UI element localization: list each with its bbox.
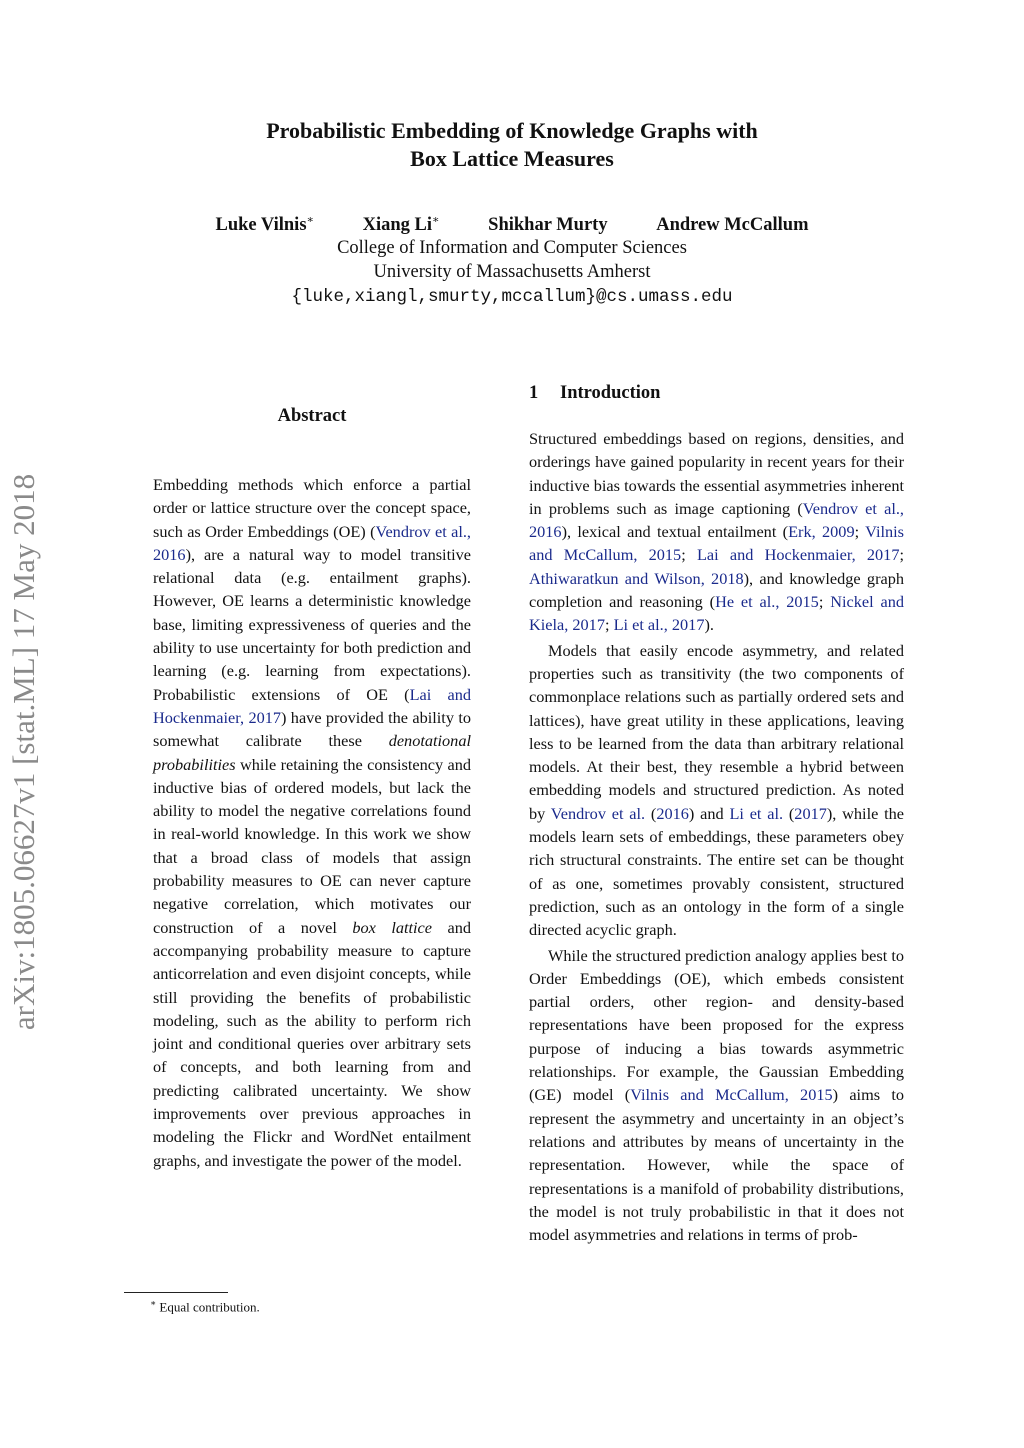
author-luke-vilnis: Luke Vilnis∗: [215, 214, 315, 236]
author-xiang-li: Xiang Li∗: [362, 214, 440, 236]
abstract-body: Embedding methods which enforce a partial order or lattice structure over the concept space, such as Order Embeddings (OE) (Vendrov et al., 2016), are a natural way to model transitive relational data (e.g. entailment graphs). However, OE learns a deterministic knowledge base, limiting expressiveness of queries and the ability to use uncertainty for both prediction and learning (e.g. learning from expectations). Probabilistic extensions of OE (Lai and Hockenmaier, 2017) have provided the ability to somewhat calibrate these denotational probabilities while retaining the consistency and inductive bias of ordered models, but lack the ability to model the negative correlations found in real-world knowledge. In this work we show that a broad class of models that assign probability measures to OE can never capture negative correlation, which motivates our construction of a novel box lattice and accompanying probability measure to capture anticorrelation and even disjoint concepts, while still providing the benefits of probabilistic modeling, such as the ability to perform rich joint and conditional queries over arbitrary sets of concepts, and both learning from and predicting calibrated uncertainty. We show improvements over previous approaches in modeling the Flickr and WordNet entailment graphs, and investigate the power of the model.: [153, 475, 472, 1170]
citation-link[interactable]: Vilnis and McCallum, 2015: [630, 1085, 833, 1105]
citation-link[interactable]: Vilnis and McCallum, 2015: [529, 522, 904, 565]
paper-title-line-2: Box Lattice Measures: [410, 146, 614, 171]
arxiv-identifier-stamp: arXiv:1805.06627v1 [stat.ML] 17 May 2018: [6, 473, 41, 1031]
abstract-heading: Abstract: [277, 406, 347, 426]
citation-link[interactable]: 2017: [794, 803, 827, 823]
footnote-rule: [124, 1292, 228, 1293]
citation-link[interactable]: Lai and Hockenmaier, 2017: [696, 545, 900, 565]
citation-link[interactable]: Vendrov et al.: [550, 803, 646, 823]
citation-link[interactable]: Lai and Hockenmaier, 2017: [153, 684, 471, 727]
citation-link[interactable]: Li et al.: [729, 803, 784, 823]
author-shikhar-murty: Shikhar Murty: [488, 215, 608, 236]
intro-paragraph-3: While the structured prediction analogy applies best to Order Embeddings (OE), which embeds consistent partial orders, other region- and density-based representations have been proposed for the express purpose of inducing a bias towards asymmetric relationships. For example, the Gaussian Embedding (GE) model (Vilnis and McCallum, 2015) aims to represent the asymmetry and uncertainty in an object’s relations and attributes by means of uncertainty in the representation. However, while the space of representations is a manifold of probability distributions, the model is not truly probabilistic in that it does not model asymmetries and relations in terms of prob-: [529, 945, 904, 1245]
footnote: ∗ Equal contribution.: [150, 1298, 260, 1315]
affiliation-college: College of Information and Computer Sciences: [337, 238, 687, 258]
citation-link[interactable]: He et al., 2015: [715, 592, 819, 612]
author-list: [0, 213, 1024, 236]
intro-paragraph-2: Models that easily encode asymmetry, and related properties such as transitivity (the two components of commonplace relations such as partially ordered sets and lattices), have great utility in these applications, leaving less to be learned from the data than arbitrary relational models. At their best, they resemble a hybrid between embedding models and structured prediction. As noted by Vendrov et al. (2016) and Li et al. (2017), while the models learn sets of embeddings, these parameters obey rich structural constraints. The entire set can be thought of as one, sometimes provably consistent, structured prediction, such as an ontology in the form of a single directed acyclic graph.: [529, 640, 905, 940]
citation-link[interactable]: Vendrov et al., 2016: [529, 498, 904, 542]
citation-link[interactable]: Vendrov et al., 2016: [153, 521, 472, 564]
affiliation-university: University of Massachusetts Amherst: [373, 262, 651, 282]
citation-link[interactable]: Li et al., 2017: [613, 615, 705, 635]
citation-link[interactable]: Erk, 2009: [788, 522, 855, 542]
section-heading-introduction: 1 Introduction: [529, 383, 661, 403]
paper-title-line-1: Probabilistic Embedding of Knowledge Graphs with: [266, 118, 758, 143]
introduction-body: [529, 427, 904, 1248]
author-andrew-mccallum: Andrew McCallum: [656, 215, 809, 236]
intro-paragraph-1: Structured embeddings based on regions, densities, and orderings have gained popularity in recent years for their inductive bias towards the essential asymmetries inherent in problems such as image captioning (Vendrov et al., 2016), lexical and textual entailment (Erk, 2009; Vilnis and McCallum, 2015; Lai and Hockenmaier, 2017; Athiwaratkun and Wilson, 2018), and knowledge graph completion and reasoning (He et al., 2015; Nickel and Kiela, 2017; Li et al., 2017).: [529, 429, 904, 635]
citation-link[interactable]: Nickel and Kiela, 2017: [529, 592, 904, 635]
citation-link[interactable]: Athiwaratkun and Wilson, 2018: [529, 568, 744, 588]
citation-link[interactable]: 2016: [656, 803, 689, 823]
author-emails: {luke,xiangl,smurty,mccallum}@cs.umass.edu: [291, 287, 733, 307]
